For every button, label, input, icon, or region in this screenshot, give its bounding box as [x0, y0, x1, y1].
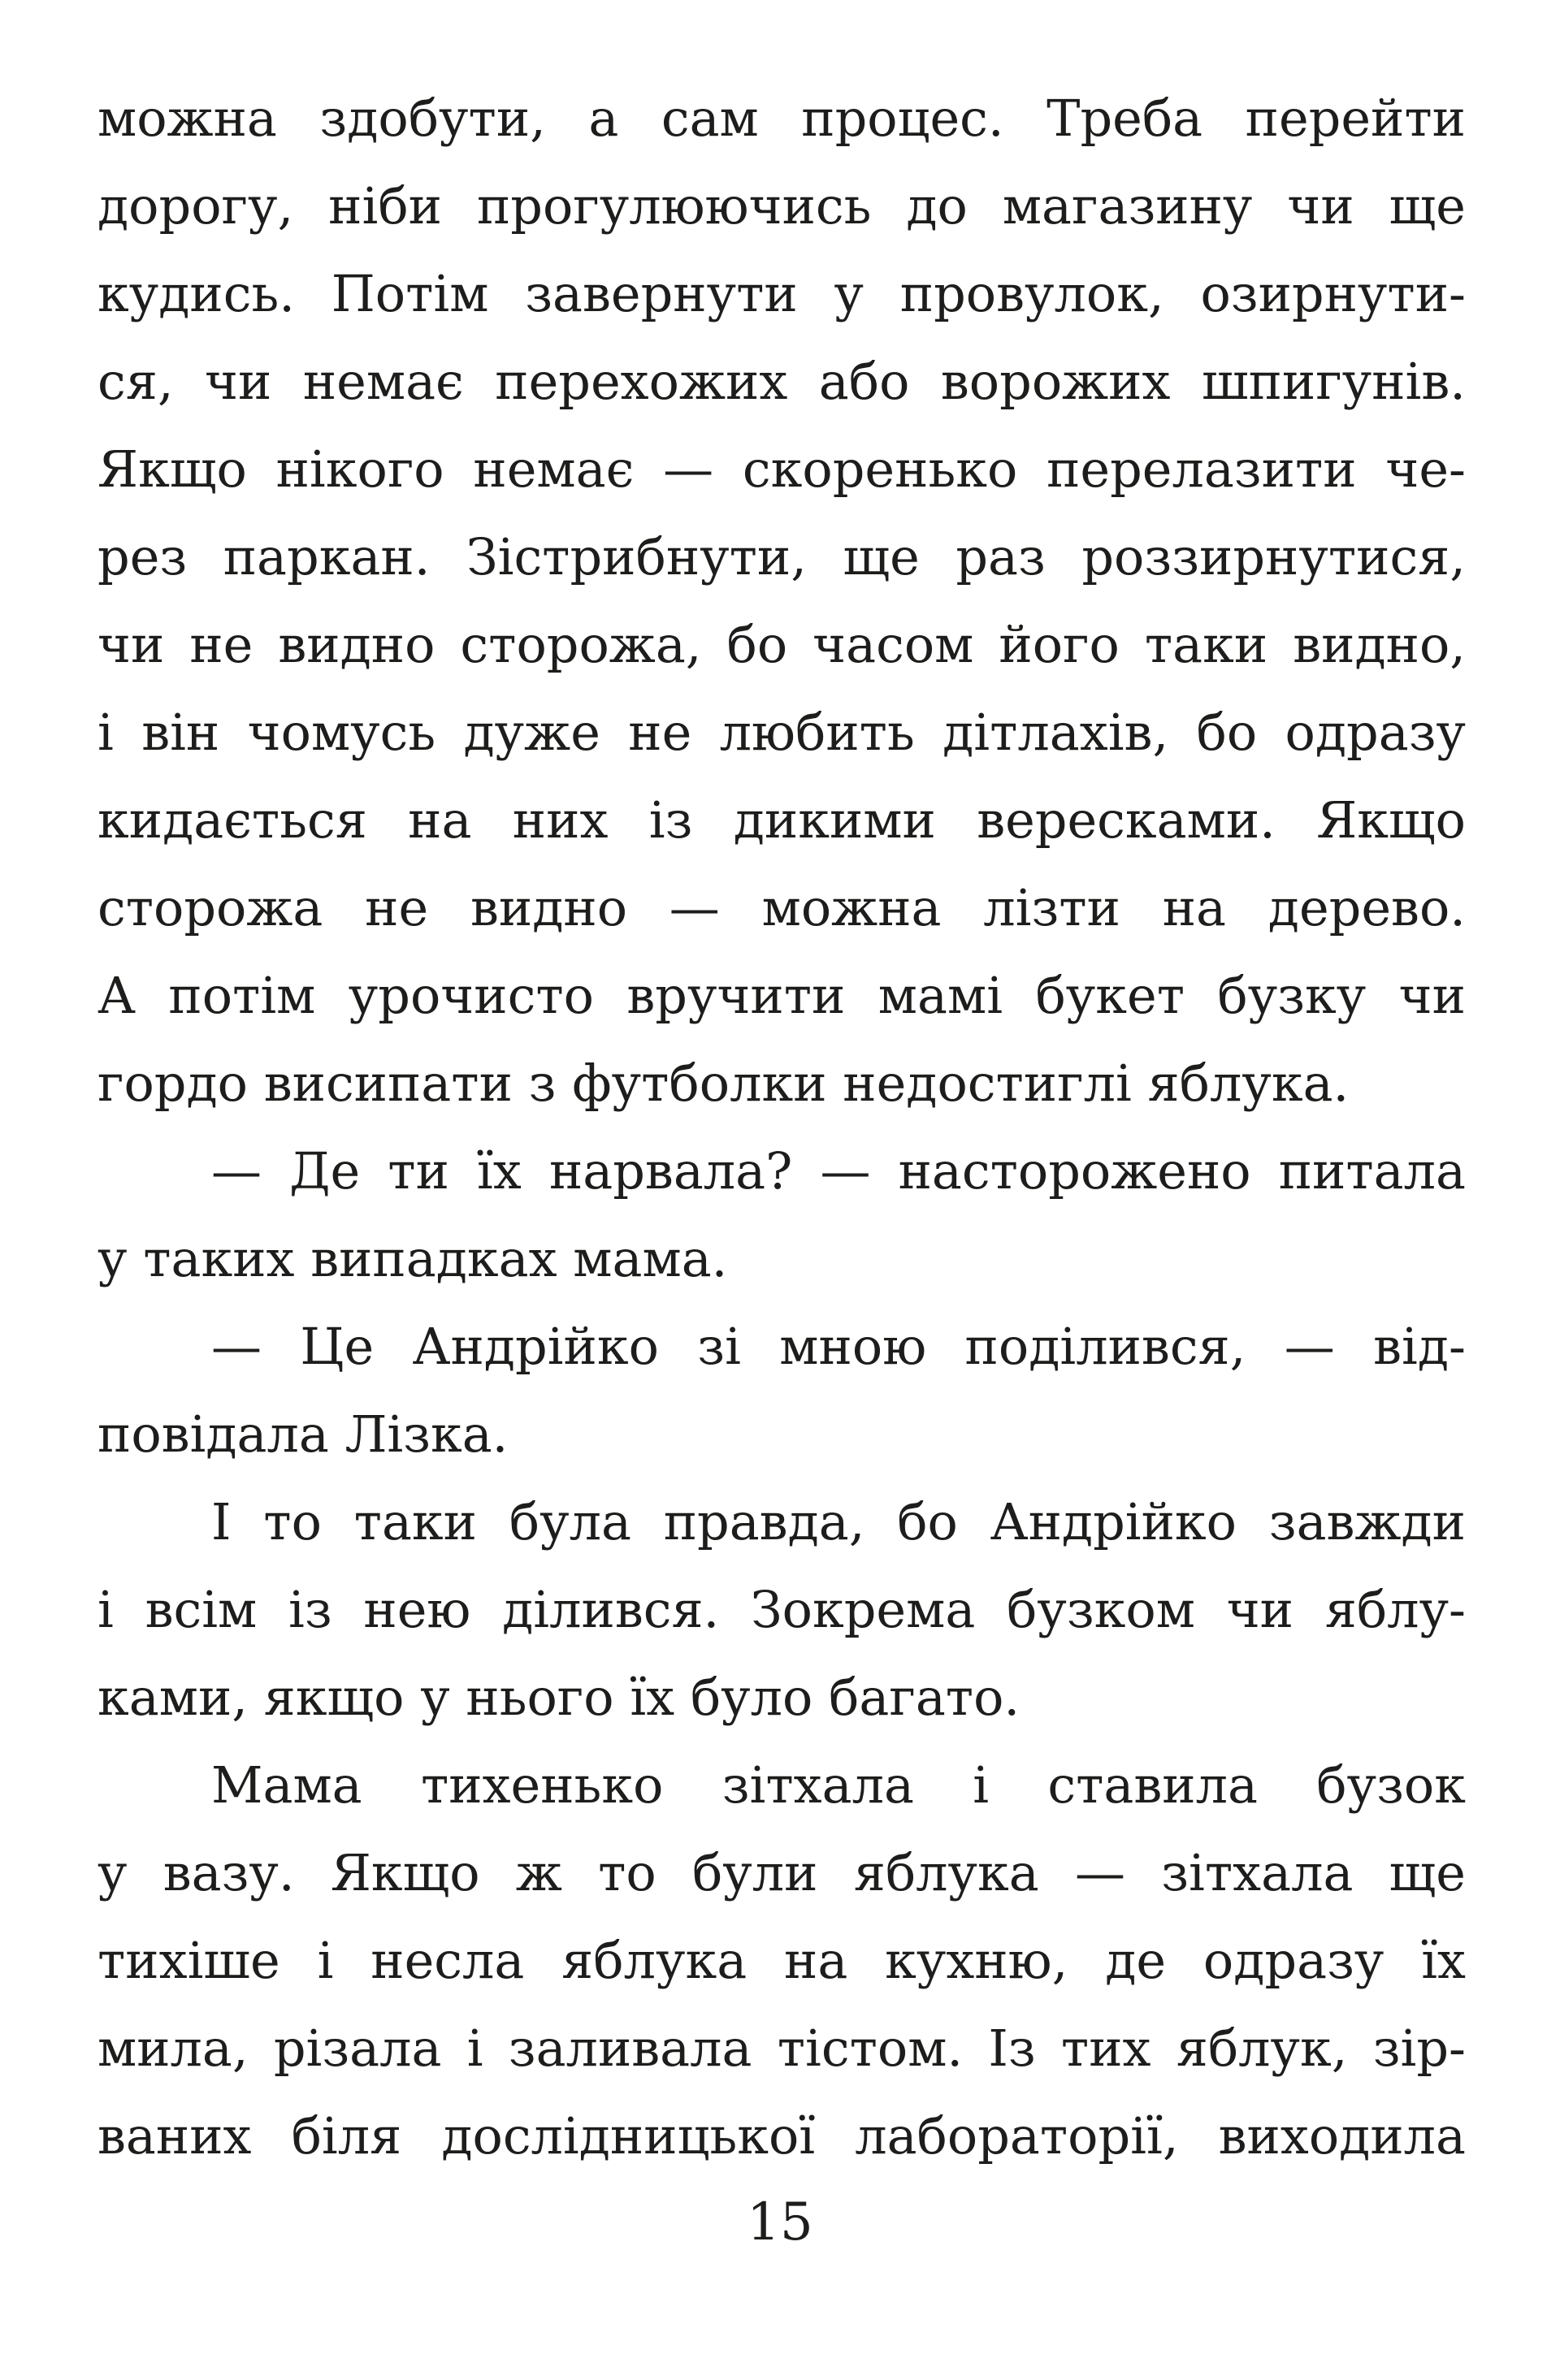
text-line: можна здобути, а сам процес. Треба перейти — [98, 89, 1466, 148]
text-line: кидається на них із дикими вересками. Якщо — [98, 790, 1466, 850]
text-line: гордо висипати з футболки недостиглі яблука. — [98, 1054, 1350, 1113]
text-line: у таких випадках мама. — [98, 1229, 728, 1288]
paragraph-first-line: Мама тихенько зітхала і ставила бузок — [211, 1755, 1466, 1815]
text-line: кудись. Потім завернути у провулок, озирнути- — [98, 264, 1466, 323]
text-line: ся, чи немає перехожих або ворожих шпигунів. — [98, 352, 1466, 411]
dialogue-line: — Це Андрійко зі мною поділився, — від- — [211, 1317, 1466, 1376]
text-line: дорогу, ніби прогулюючись до магазину чи ще — [98, 176, 1466, 236]
text-line: чи не видно сторожа, бо часом його таки видно, — [98, 615, 1466, 674]
paragraph-first-line: І то таки була правда, бо Андрійко завжди — [211, 1492, 1466, 1551]
text-line: ками, якщо у нього їх було багато. — [98, 1668, 1020, 1727]
text-line: тихіше і несла яблука на кухню, де одразу їх — [98, 1931, 1466, 1990]
dialogue-line: — Де ти їх нарвала? — насторожено питала — [211, 1141, 1466, 1201]
text-line: ваних біля дослідницької лабораторії, виходила — [98, 2106, 1466, 2166]
text-line: Якщо нікого немає — скоренько перелазити че- — [98, 439, 1466, 499]
text-line: мила, різала і заливала тістом. Із тих яблук, зір- — [98, 2019, 1466, 2078]
text-line: повідала Лізка. — [98, 1404, 509, 1464]
text-line: і він чомусь дуже не любить дітлахів, бо одразу — [98, 703, 1466, 762]
body-text — [98, 75, 1466, 2180]
text-line: сторожа не видно — можна лізти на дерево. — [98, 878, 1466, 937]
text-line: у вазу. Якщо ж то були яблука — зітхала ще — [98, 1843, 1466, 1902]
text-line: і всім із нею ділився. Зокрема бузком чи яблу- — [98, 1580, 1466, 1639]
text-line: А потім урочисто вручити мамі букет бузку чи — [98, 966, 1466, 1025]
text-line: рез паркан. Зістрибнути, ще раз роззирнутися, — [98, 527, 1466, 586]
page-number: 15 — [747, 2192, 813, 2252]
